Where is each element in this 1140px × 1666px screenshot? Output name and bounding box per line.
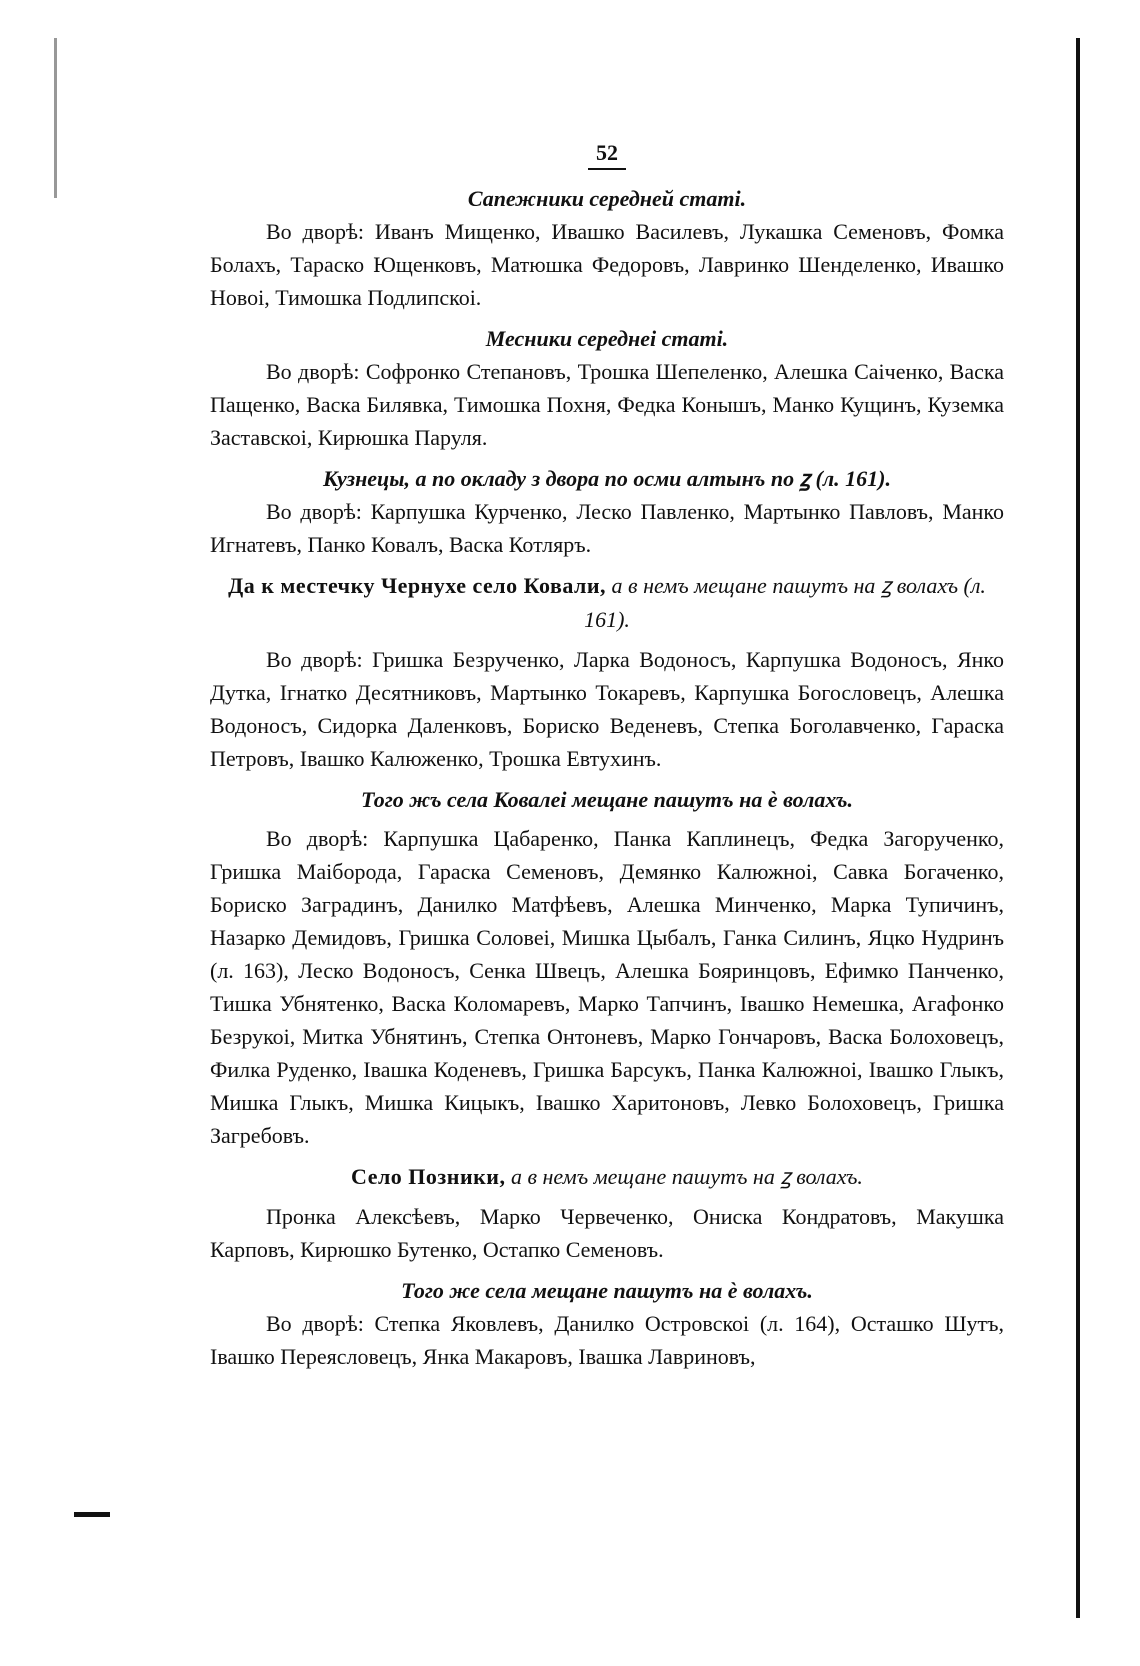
section-paragraph: Во дворѣ: Гришка Безрученко, Ларка Водоносъ, Карпушка Водоносъ, Янко Дутка, Ігнатко Десятниковъ, Мартынко Токаревъ, Карпушка Богословецъ, Алешка Водоносъ, Сидорка Даленковъ, Бориско Веденевъ, Степка Боголавченко, Гараска Петровъ, Івашко Калюженко, Трошка Евтухинъ.	[210, 647, 1004, 771]
scan-edge-left	[54, 38, 57, 198]
section-paragraph: Во дворѣ: Карпушка Курченко, Леско Павленко, Мартынко Павловъ, Манко Игнатевъ, Панко Ковалъ, Васка Котляръ.	[210, 499, 1004, 557]
section-paragraph: Во дворѣ: Иванъ Мищенко, Ивашко Василевъ, Лукашка Семеновъ, Фомка Болахъ, Тараско Ющенковъ, Матюшка Федоровъ, Лавринко Шенделенко, Ивашко Новоі, Тимошка Подлипскоі.	[210, 219, 1004, 310]
page-number-text: 52	[588, 140, 626, 170]
section-heading-village	[210, 569, 1004, 637]
section-heading: Месники середнеі статі.	[485, 326, 729, 351]
heading-rest: а в немъ мещане пашутъ на ꙁ волахъ (л. 161).	[584, 573, 986, 632]
scan-edge-right	[1076, 38, 1080, 1618]
heading-rest: а в немъ мещане пашутъ на ꙁ волахъ.	[510, 1164, 863, 1189]
section-paragraph: Пронка Алексѣевъ, Марко Червеченко, Ониска Кондратовъ, Макушка Карповъ, Кирюшко Бутенко, Остапко Семеновъ.	[210, 1204, 1004, 1262]
section-heading: Того же села мещане пашутъ на ѐ волахъ.	[401, 1278, 813, 1303]
section-paragraph: Во дворѣ: Софронко Степановъ, Трошка Шепеленко, Алешка Саіченко, Васка Пащенко, Васка Билявка, Тимошка Похня, Федка Конышъ, Манко Кущинъ, Куземка Заставскоі, Кирюшка Паруля.	[210, 359, 1004, 450]
document-page	[210, 140, 1004, 1381]
village-name: Да к местечку Чернухе село Ковали,	[228, 573, 607, 598]
village-name: Село Позники,	[351, 1164, 506, 1189]
section-paragraph: Во дворѣ: Карпушка Цабаренко, Панка Каплинецъ, Федка Загорученко, Гришка Маіборода, Гараска Семеновъ, Демянко Калюжноі, Савка Богаченко, Бориско Заградинъ, Данилко Матфѣевъ, Алешка Минченко, Марка Тупичинъ, Назарко Демидовъ, Гришка Соловеі, Мишка Цыбалъ, Ганка Силинъ, Яцко Нудринъ (л. 163), Леско Водоносъ, Сенка Швецъ, Алешка Бояринцовъ, Ефимко Панченко, Тишка Убнятенко, Васка Коломаревъ, Марко Тапчинъ, Івашко Немешка, Агафонко Безрукоі, Митка Убнятинъ, Степка Онтоневъ, Марко Гончаровъ, Васка Болоховецъ, Филка Руденко, Івашка Коденевъ, Гришка Барсукъ, Панка Калюжноі, Івашко Глыкъ, Мишка Глыкъ, Мишка Кицыкъ, Івашко Харитоновъ, Левко Болоховецъ, Гришка Загребовъ.	[210, 826, 1004, 1148]
scan-mark	[74, 1512, 110, 1517]
section-heading: Того жъ села Ковалеі мещане пашутъ на ѐ волахъ.	[361, 787, 853, 812]
section-paragraph: Во дворѣ: Степка Яковлевъ, Данилко Островскоі (л. 164), Осташко Шутъ, Івашко Переясловецъ, Янка Макаровъ, Івашка Лавриновъ,	[210, 1311, 1004, 1369]
page-number	[210, 140, 1004, 170]
section-heading: Кузнецы, а по окладу з двора по осми алтынъ по ꙁ (л. 161).	[323, 466, 891, 491]
section-heading: Сапежники середней статі.	[467, 186, 747, 211]
section-heading-village	[210, 1160, 1004, 1194]
